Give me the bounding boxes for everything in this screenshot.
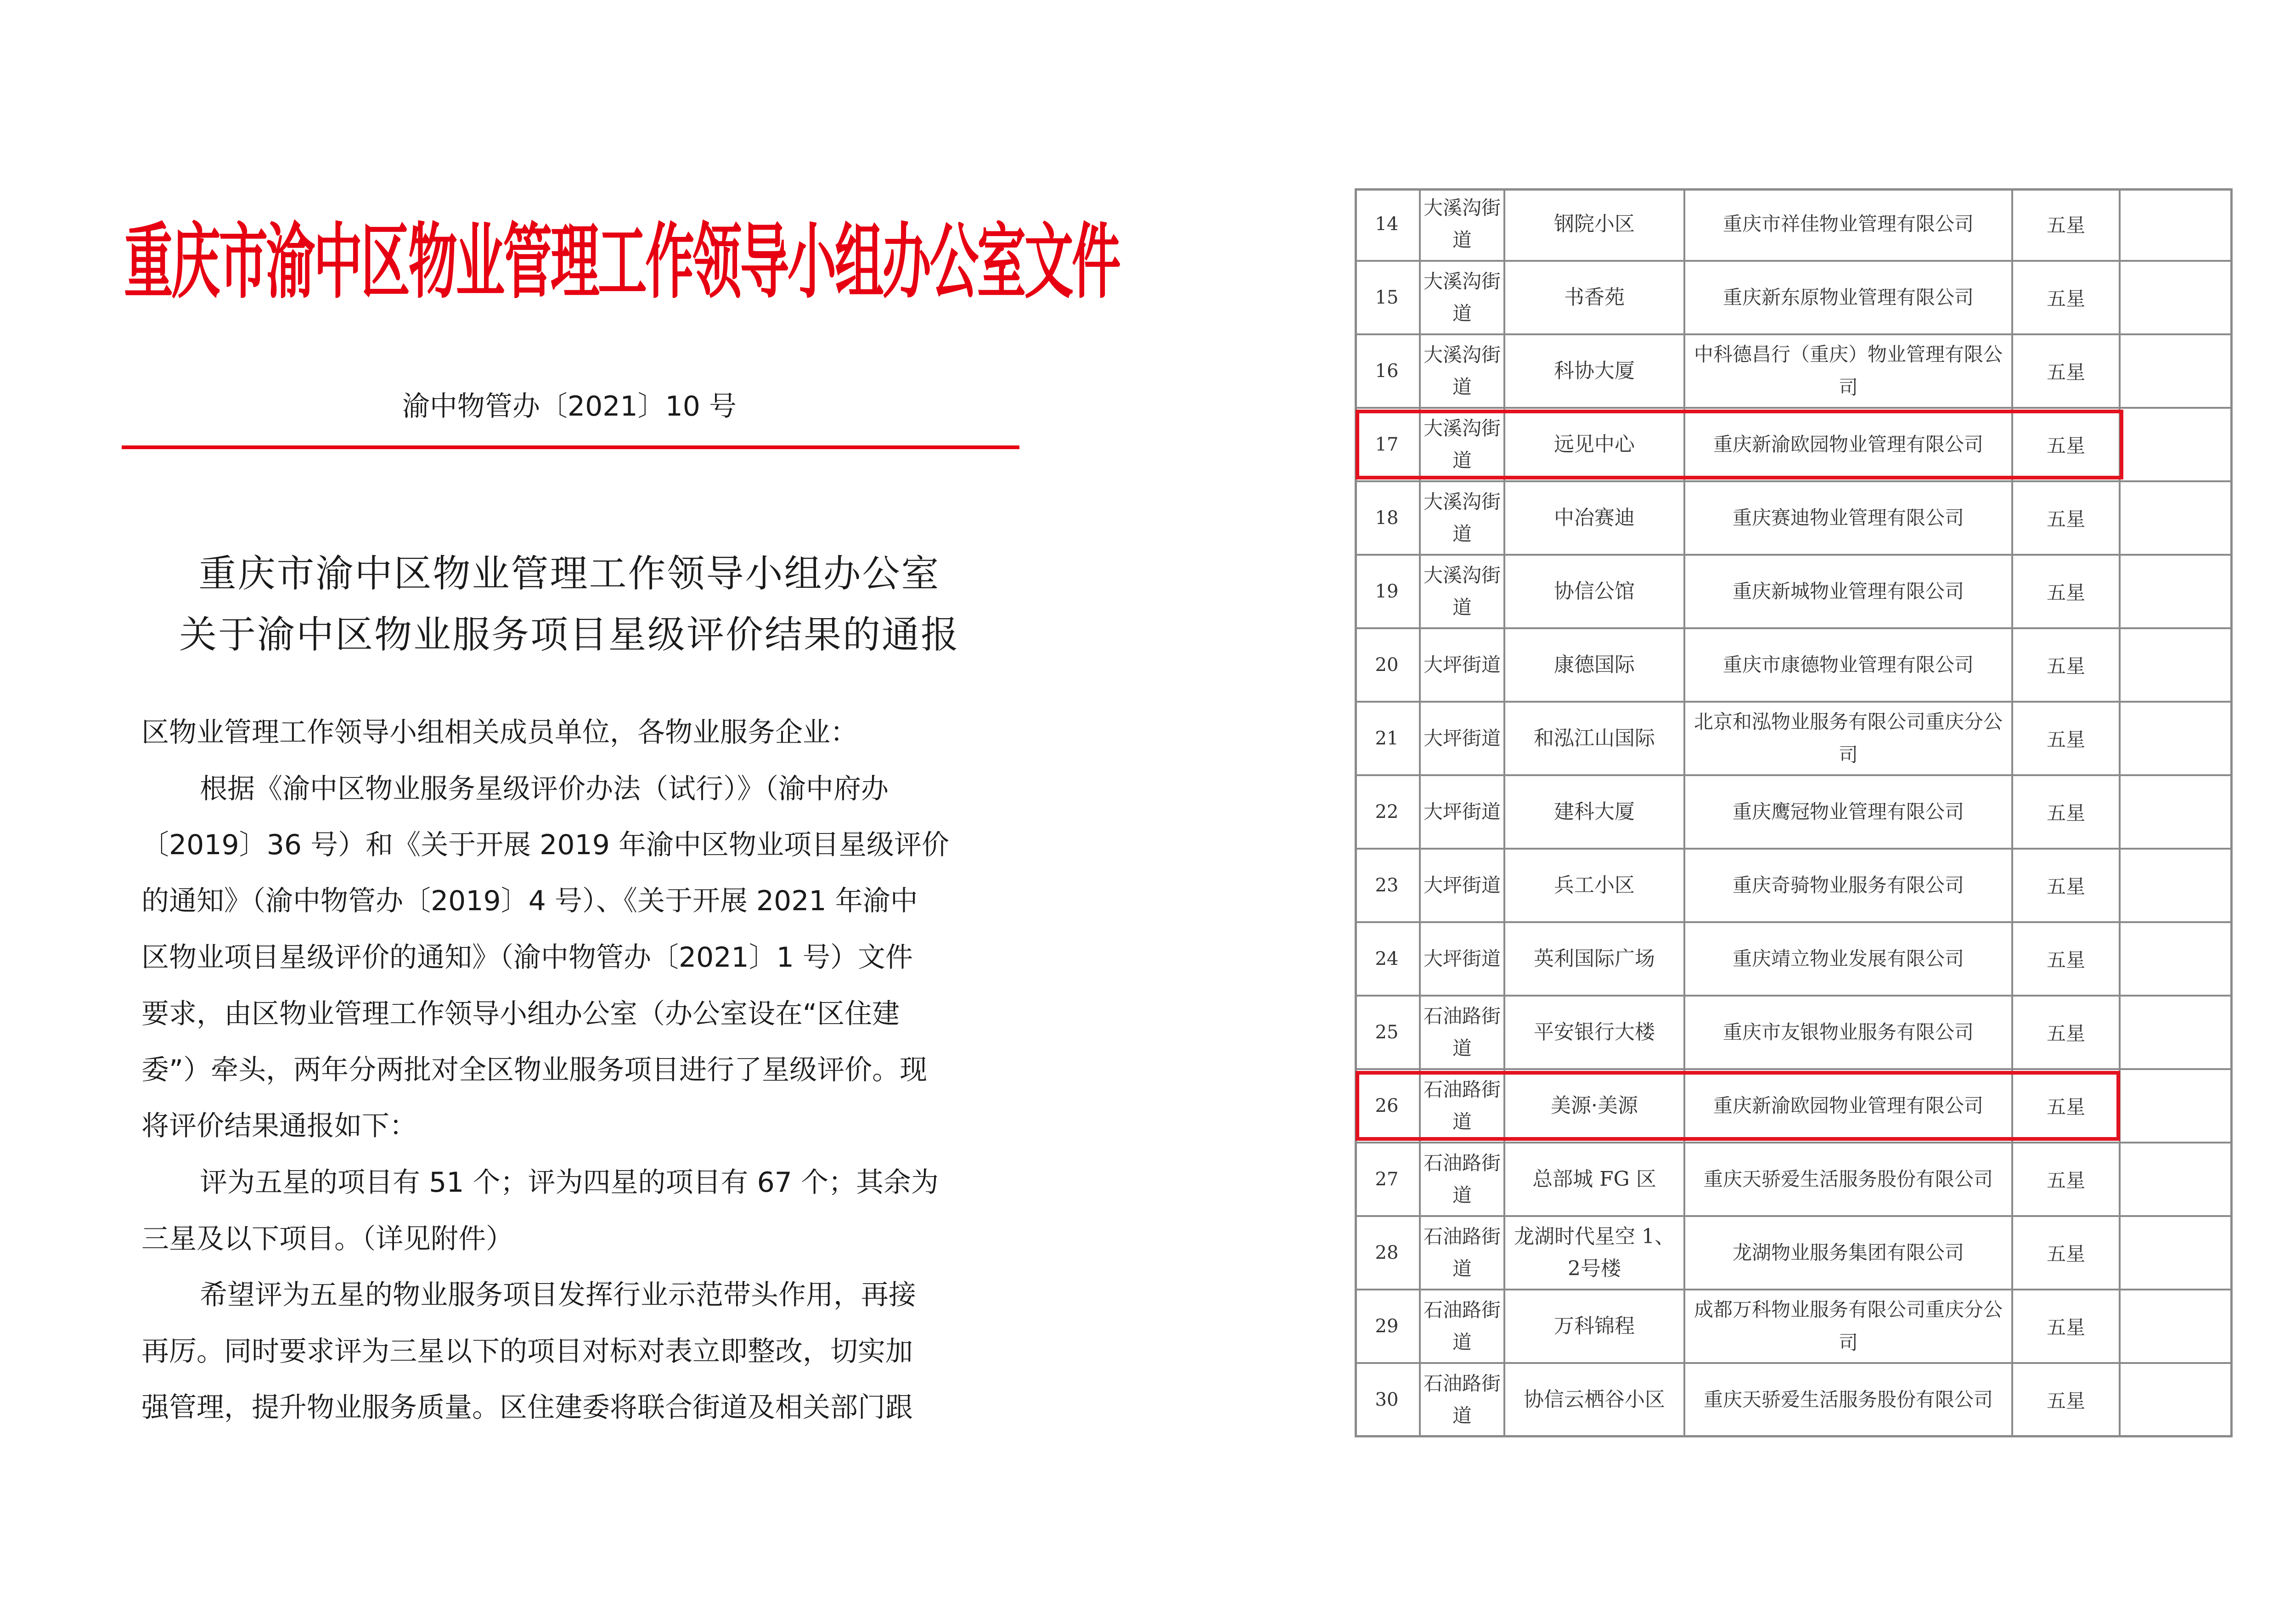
rating-cell: 五星 — [2046, 287, 2085, 310]
table-row — [1355, 482, 2233, 556]
body-line: 希望评为五星的物业服务项目发挥行业示范带头作用，再接 — [200, 1279, 916, 1311]
body-line: 评为五星的项目有 51 个；评为四星的项目有 67 个；其余为 — [200, 1166, 939, 1199]
document-number: 渝中物管办〔2021〕10 号 — [402, 390, 737, 422]
rating-cell: 五星 — [2046, 581, 2085, 604]
street-cell: 大坪街道 — [1424, 874, 1501, 896]
street-cell: 大溪沟街道 — [1424, 344, 1501, 398]
rating-cell: 五星 — [2046, 949, 2085, 971]
row-number: 29 — [1375, 1316, 1399, 1337]
table-row — [1355, 850, 2233, 923]
company-cell: 重庆赛迪物业管理有限公司 — [1732, 507, 1964, 529]
project-cell: 钢院小区 — [1554, 212, 1635, 236]
project-cell: 英利国际广场 — [1534, 947, 1655, 970]
table-row — [1355, 997, 2233, 1070]
rating-cell: 五星 — [2046, 1316, 2085, 1339]
project-cell: 科协大厦 — [1554, 359, 1635, 383]
body-line: 根据《渝中区物业服务星级评价办法（试行）》（渝中府办 — [200, 773, 889, 805]
project-cell: 协信云栖谷小区 — [1524, 1388, 1665, 1411]
body-line: 委”）牵头，两年分两批对全区物业服务项目进行了星级评价。现 — [141, 1054, 928, 1086]
note-cell — [2121, 629, 2231, 701]
notice-title-line-1: 重庆市渝中区物业管理工作领导小组办公室 — [198, 552, 940, 596]
project-cell: 平安银行大楼 — [1534, 1020, 1655, 1044]
row-number: 25 — [1375, 1022, 1399, 1043]
note-cell — [2121, 850, 2231, 921]
project-cell: 万科锦程 — [1554, 1314, 1635, 1338]
note-cell — [2121, 335, 2231, 407]
header-divider — [122, 445, 1019, 449]
project-cell: 建科大厦 — [1554, 800, 1635, 823]
company-cell: 龙湖物业服务集团有限公司 — [1732, 1241, 1964, 1264]
rating-cell: 五星 — [2046, 655, 2085, 677]
note-cell — [2121, 997, 2231, 1068]
rating-cell: 五星 — [2046, 875, 2085, 898]
highlight-box-row-26 — [1356, 1071, 2120, 1141]
project-cell: 龙湖时代星空 1、2号楼 — [1514, 1225, 1675, 1280]
company-cell: 重庆新城物业管理有限公司 — [1732, 580, 1964, 603]
table-row — [1355, 776, 2233, 850]
project-cell: 远见中心 — [1554, 433, 1635, 456]
table-row — [1355, 703, 2233, 776]
note-cell — [2121, 1290, 2231, 1362]
company-cell: 重庆靖立物业发展有限公司 — [1732, 947, 1964, 970]
table-row — [1355, 262, 2233, 335]
table-row — [1355, 188, 2233, 262]
table-row — [1355, 556, 2233, 629]
company-cell: 重庆新东原物业管理有限公司 — [1722, 286, 1974, 309]
note-cell — [2121, 1217, 2231, 1289]
rating-cell: 五星 — [2046, 728, 2085, 751]
company-cell: 重庆新渝欧园物业管理有限公司 — [1713, 1094, 1983, 1117]
note-cell — [2121, 482, 2231, 554]
company-cell: 重庆新渝欧园物业管理有限公司 — [1713, 433, 1983, 456]
row-number: 28 — [1375, 1242, 1399, 1263]
street-cell: 石油路街道 — [1424, 1078, 1501, 1133]
company-cell: 重庆市祥佳物业管理有限公司 — [1722, 213, 1974, 235]
company-cell: 重庆市康德物业管理有限公司 — [1722, 653, 1974, 676]
street-cell: 大溪沟街道 — [1424, 197, 1501, 251]
rating-cell: 五星 — [2046, 802, 2085, 824]
rating-cell: 五星 — [2046, 1390, 2085, 1412]
project-cell: 和泓江山国际 — [1534, 727, 1655, 750]
street-cell: 石油路街道 — [1424, 1299, 1501, 1353]
table-row — [1355, 1290, 2233, 1364]
table-row — [1355, 629, 2233, 703]
body-line: 再厉。同时要求评为三星以下的项目对标对表立即整改，切实加 — [141, 1335, 913, 1368]
street-cell: 大溪沟街道 — [1424, 270, 1501, 325]
rating-cell: 五星 — [2046, 1169, 2085, 1192]
note-cell — [2121, 776, 2231, 848]
body-line: 将评价结果通报如下： — [141, 1110, 417, 1142]
rating-cell: 五星 — [2046, 1022, 2085, 1045]
street-cell: 大坪街道 — [1424, 653, 1501, 676]
project-cell: 美源·美源 — [1551, 1094, 1638, 1117]
company-cell: 重庆奇骑物业服务有限公司 — [1732, 874, 1964, 896]
table-row — [1355, 335, 2233, 409]
street-cell: 大坪街道 — [1424, 800, 1501, 823]
project-cell: 康德国际 — [1554, 653, 1635, 676]
note-cell — [2121, 262, 2231, 333]
street-cell: 石油路街道 — [1424, 1152, 1501, 1206]
table-row — [1355, 923, 2233, 997]
row-number: 21 — [1375, 728, 1399, 749]
street-cell: 大坪街道 — [1424, 727, 1501, 749]
project-cell: 协信公馆 — [1554, 580, 1635, 603]
project-cell: 中冶赛迪 — [1554, 506, 1635, 529]
project-cell: 兵工小区 — [1554, 873, 1635, 897]
table-row — [1355, 1364, 2233, 1437]
note-cell — [2121, 923, 2231, 995]
body-line: 强管理，提升物业服务质量。区住建委将联合街道及相关部门跟 — [141, 1391, 913, 1424]
table-row — [1355, 1217, 2233, 1290]
street-cell: 大溪沟街道 — [1424, 490, 1501, 545]
salutation: 区物业管理工作领导小组相关成员单位，各物业服务企业： — [141, 716, 858, 749]
company-cell: 重庆市友银物业服务有限公司 — [1722, 1021, 1974, 1043]
table-row — [1355, 1143, 2233, 1217]
row-number: 15 — [1375, 287, 1399, 308]
company-cell: 北京和泓物业服务有限公司重庆分公司 — [1694, 710, 2003, 766]
note-cell — [2121, 1143, 2231, 1215]
street-cell: 大坪街道 — [1424, 947, 1501, 970]
street-cell: 石油路街道 — [1424, 1372, 1501, 1427]
rating-cell: 五星 — [2046, 214, 2085, 237]
note-cell — [2121, 703, 2231, 774]
street-cell: 石油路街道 — [1424, 1005, 1501, 1059]
row-number: 14 — [1375, 214, 1399, 235]
street-cell: 石油路街道 — [1424, 1225, 1501, 1280]
project-cell: 总部城 FG 区 — [1532, 1167, 1656, 1191]
street-cell: 大溪沟街道 — [1424, 564, 1501, 619]
row-number: 22 — [1375, 801, 1399, 822]
project-cell: 书香苑 — [1564, 286, 1625, 309]
row-number: 24 — [1375, 948, 1399, 969]
rating-cell: 五星 — [2046, 1243, 2085, 1265]
rating-cell: 五星 — [2046, 1096, 2085, 1118]
body-line: 三星及以下项目。（详见附件） — [141, 1223, 513, 1255]
company-cell: 重庆天骄爱生活服务股份有限公司 — [1703, 1388, 1993, 1411]
company-cell: 成都万科物业服务有限公司重庆分公司 — [1694, 1298, 2003, 1354]
street-cell: 大溪沟街道 — [1424, 417, 1501, 472]
row-number: 26 — [1375, 1095, 1399, 1116]
note-cell — [2121, 409, 2231, 480]
company-cell: 中科德昌行（重庆）物业管理有限公司 — [1694, 343, 2003, 399]
note-cell — [2121, 1364, 2231, 1436]
document-header-title: 重庆市渝中区物业管理工作领导小组办公室文件 — [124, 214, 1120, 310]
rating-cell: 五星 — [2046, 508, 2085, 530]
row-number: 27 — [1375, 1169, 1399, 1190]
company-cell: 重庆天骄爱生活服务股份有限公司 — [1703, 1168, 1993, 1190]
row-number: 18 — [1375, 507, 1399, 529]
body-line: 的通知》（渝中物管办〔2019〕4 号）、《关于开展 2021 年渝中 — [141, 885, 918, 917]
row-number: 16 — [1375, 361, 1399, 382]
body-line: 要求，由区物业管理工作领导小组办公室（办公室设在“区住建 — [141, 998, 900, 1030]
rating-cell: 五星 — [2046, 361, 2085, 383]
row-number: 17 — [1375, 434, 1399, 455]
note-cell — [2121, 556, 2231, 627]
note-cell — [2121, 188, 2231, 260]
body-line: 区物业项目星级评价的通知》（渝中物管办〔2021〕1 号）文件 — [141, 941, 913, 974]
row-number: 19 — [1375, 581, 1399, 602]
highlight-box-row-17 — [1356, 410, 2123, 479]
row-number: 20 — [1375, 654, 1399, 676]
rating-cell: 五星 — [2046, 434, 2085, 457]
note-cell — [2121, 1070, 2231, 1142]
row-number: 23 — [1375, 875, 1399, 896]
body-line: 〔2019〕36 号）和《关于开展 2019 年渝中区物业项目星级评价 — [141, 829, 949, 861]
row-number: 30 — [1375, 1389, 1399, 1410]
company-cell: 重庆鹰冠物业管理有限公司 — [1732, 800, 1964, 823]
notice-title-line-2: 关于渝中区物业服务项目星级评价结果的通报 — [179, 613, 960, 657]
